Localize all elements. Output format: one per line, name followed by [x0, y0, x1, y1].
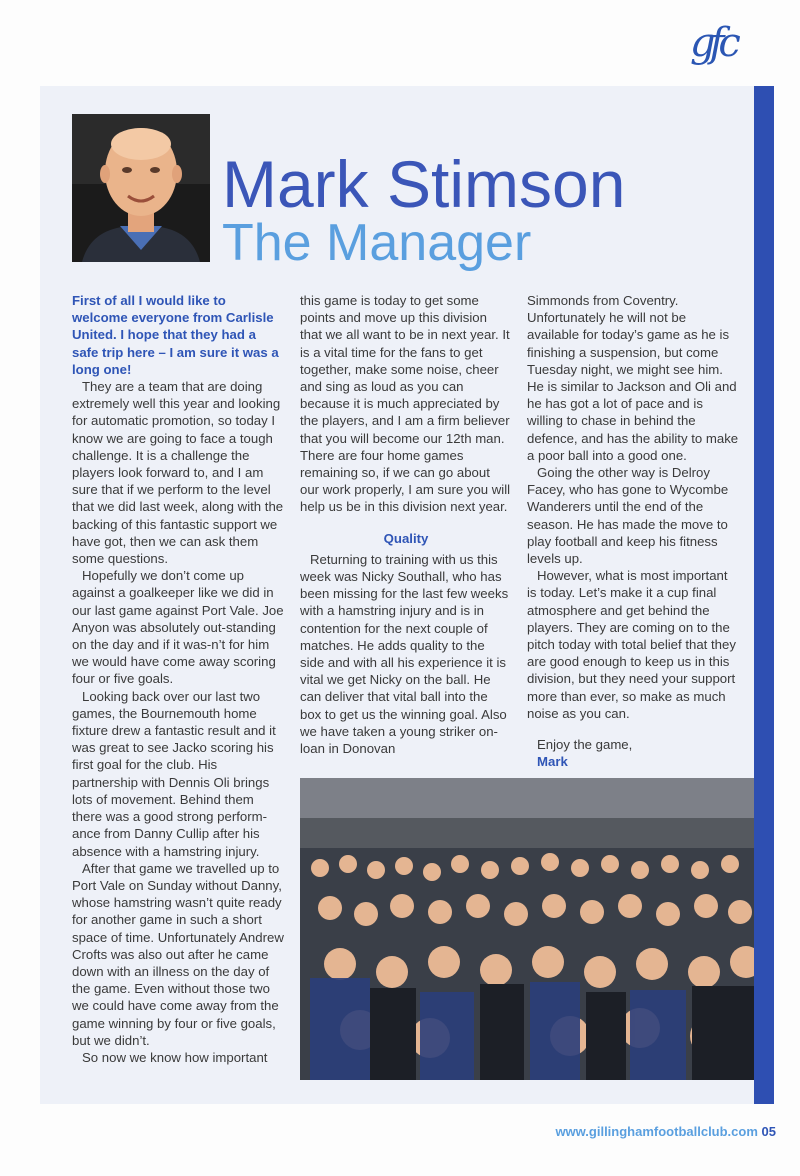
article-column-2 — [300, 292, 512, 757]
paragraph: Looking back over our last two games, the Bournemouth home fixture drew a fantastic result and it was great to see Jacko scoring his first goal for the club. His partnership with Dennis Oli brings lots of movement. Behind them there was a good strong perform-ance from Danny Cullip after his absence with a hamstring injury. — [72, 688, 276, 859]
paragraph: Simmonds from Coventry. Unfortunately he will not be available for today’s game as he is finishing a suspension, but come Tuesday night, we might see him. He is similar to Jackson and Oli and he has got a lot of pace and is willing to chase in behind the defence, and has the ability to make a poor ball into a good one. — [527, 293, 739, 463]
club-website-link[interactable]: www.gillinghamfootballclub.com — [555, 1124, 758, 1139]
article-column-3 — [527, 292, 739, 770]
page-subtitle: The Manager — [222, 214, 532, 272]
page-title: Mark Stimson — [222, 147, 626, 221]
section-heading: Quality — [383, 530, 429, 546]
crowd-image — [300, 778, 754, 1080]
paragraph: After that game we travelled up to Port Vale on Sunday without Danny, whose hamstring wasn’t quite ready for another game in such a short space of time. Unfortunately Andrew Crofts was also out after he came down with an illness on the day of the game. Even without those two we could have come away from the game winning by four or five goals, but we didn’t. — [72, 860, 284, 1048]
page-footer — [520, 1124, 776, 1139]
manager-photo — [72, 114, 210, 262]
signoff: Enjoy the game, — [537, 737, 633, 753]
club-logo: gfc — [690, 20, 735, 66]
crowd-photo — [300, 778, 754, 1080]
paragraph: So now we know how important — [82, 1049, 268, 1065]
article-column-1 — [72, 292, 284, 1066]
paragraph: Going the other way is Delroy Facey, who has gone to Wycombe Wanderers until the end of the season. He has made the move to play football and keep his fitness levels up. — [527, 465, 729, 567]
paragraph: Returning to training with us this week was Nicky Southall, who has been missing for the last few weeks with a hamstring injury and is in contention for the next couple of matches. He adds quality to the side and with all his experience it is vital we get Nicky on the ball. He can deliver that vital ball into the box to get us the winning goal. Also we have taken a young striker on-loan in Donovan — [300, 551, 509, 757]
paragraph: They are a team that are doing extremely well this year and looking for automatic promotion, so today I know we are going to face a tough challenge. It is a challenge the players look forward to, and I am sure that if we perform to the level that we did last week, along with the backing of this fantastic support we have got, then we can ask them some questions. — [72, 379, 284, 567]
paragraph: this game is today to get some points and move up this division that we all want to be in next year. It is a vital time for the fans to get together, make some noise, cheer and sing as loud as you can because it is much appreciated by the players, and I am a firm believer that you will become our 12th man. There are four home games remaining so, if we can go about our work properly, I am sure you will help us be in this division next year. — [300, 293, 511, 515]
intro-paragraph: First of all I would like to welcome everyone from Carlisle United. I hope that they had a safe trip here – I am sure it was a long one! — [72, 293, 279, 377]
manager-portrait-image — [72, 114, 210, 262]
paragraph: However, what is most important is today. Let’s make it a cup final atmosphere and get behind the players. They are coming on to the pitch today with total belief that they are good enough to keep us in this division, but they need your support more than ever, so make as much noise as you can. — [527, 568, 736, 721]
page-number: 05 — [761, 1124, 776, 1139]
accent-bar — [754, 86, 774, 1104]
signature: Mark — [537, 754, 568, 770]
paragraph: Hopefully we don’t come up against a goalkeeper like we did in our last game against Port Vale. Joe Anyon was absolutely out-standing on the day and if it was-n’t for him we would have come away scoring four or five goals. — [72, 568, 284, 687]
